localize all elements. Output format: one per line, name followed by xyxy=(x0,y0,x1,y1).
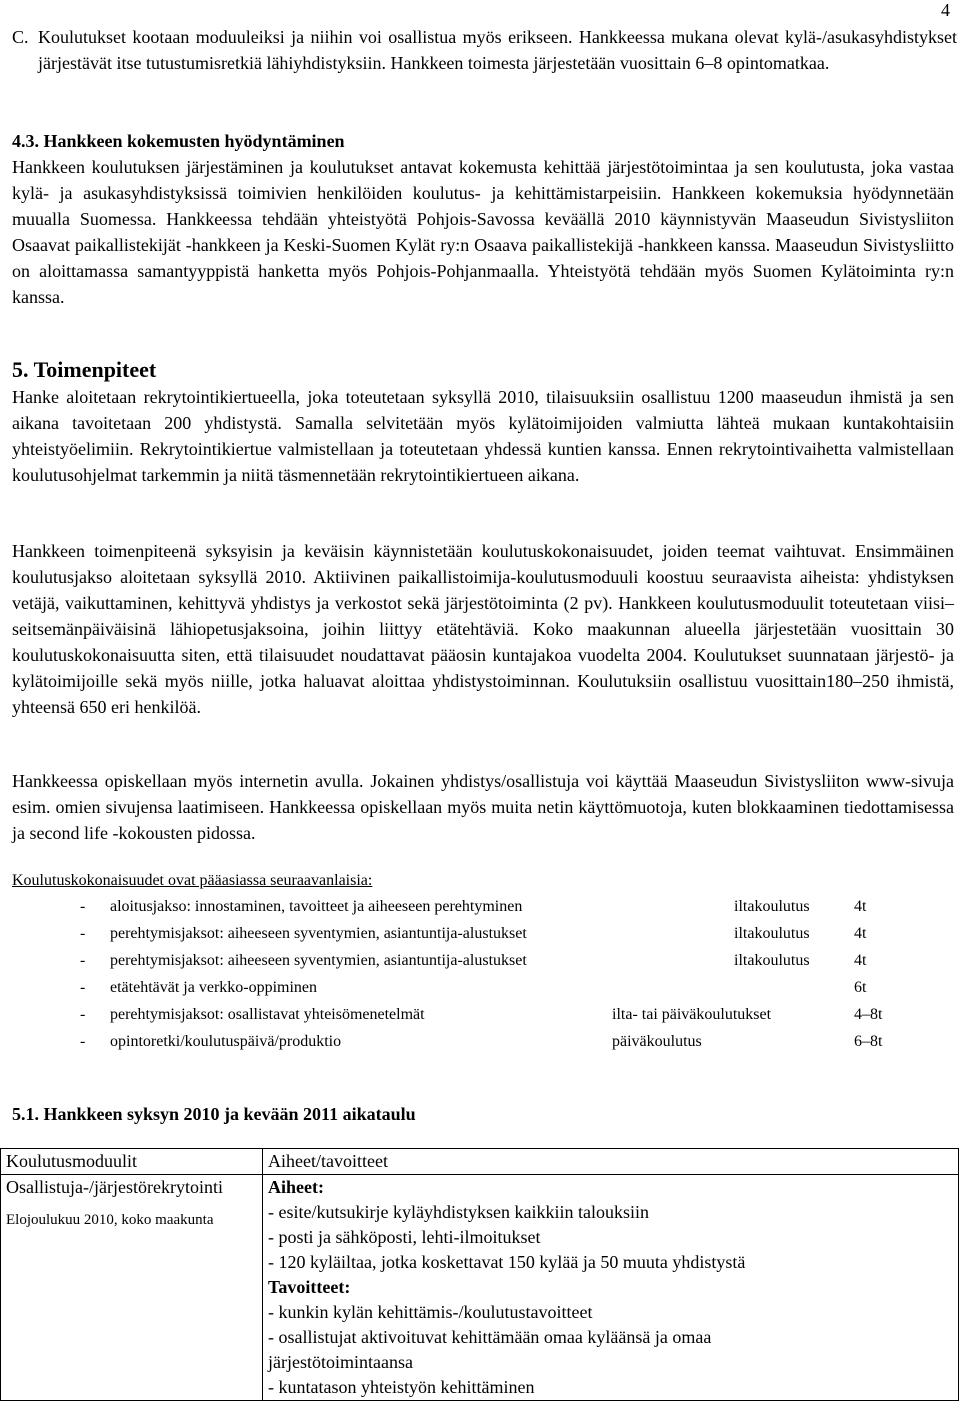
section-c xyxy=(12,24,957,76)
list-item-type: iltakoulutus xyxy=(734,925,810,942)
table-header-modules: Koulutusmoduulit xyxy=(1,1149,263,1175)
section-5-paragraph-1: Hanke aloitetaan rekrytointikiertueella, joka toteutetaan syksyllä 2010, tilaisuuksiin osallistuu 1200 maaseudun ihmistä ja sen aikana tavoitetaan 200 yhdistystä. Samalla selvitetään myös kylätoimijoiden valmiutta lähteä mukaan kuntakohtaisiin yhteistyöelimiin. Rekrytointikiertue valmistellaan ja toteutetaan yhdessä kuntien kanssa. Ennen rekrytointivaihetta valmistellaan koulutusohjelmat tarkemmin ja niitä täsmennetään rekrytointikiertueen aikana. xyxy=(12,387,954,485)
tavoitteet-item: - osallistujat aktivoituvat kehittämään omaa kyläänsä ja omaa järjestötoimintaansa xyxy=(268,1327,712,1372)
list-dash: - xyxy=(80,925,86,942)
list-dash: - xyxy=(80,898,86,915)
list-item-text: aloitusjakso: innostaminen, tavoitteet ja aiheeseen perehtyminen xyxy=(110,898,523,915)
section-c-text: Koulutukset kootaan moduuleiksi ja niihin voi osallistua myös erikseen. Hankkeessa mukana olevat kylä-/asukasyhdistykset järjestävät itse tutustumisretkiä lähiyhdistyksiin. Hankkeen toimesta järjestetään vuosittain 6–8 opintomatkaa. xyxy=(38,27,957,73)
list-dash: - xyxy=(80,1033,86,1050)
module-cell xyxy=(1,1175,263,1401)
table-header-row xyxy=(1,1149,959,1175)
aiheet-item: - esite/kutsukirje kyläyhdistyksen kaikkiin talouksiin xyxy=(268,1202,649,1222)
list-dash: - xyxy=(80,979,86,996)
list-item-duration: 6–8t xyxy=(854,1033,883,1050)
tavoitteet-label: Tavoitteet: xyxy=(268,1277,351,1297)
table-header-topics: Aiheet/tavoitteet xyxy=(263,1149,959,1175)
list-item-duration: 4–8t xyxy=(854,1006,883,1023)
list-item-text: opintoretki/koulutuspäivä/produktio xyxy=(110,1033,342,1050)
section-5-paragraph-3: Hankkeessa opiskellaan myös internetin avulla. Jokainen yhdistys/osallistuja voi käyttää Maaseudun Sivistysliiton www-sivuja esim. omien sivujensa laatimiseen. Hankkeessa opiskellaan myös muita netin käyttömuotoja, kuten blokkaaminen tiedottamisessa ja second life -kokousten pidossa. xyxy=(12,771,954,843)
list-item-duration: 4t xyxy=(854,898,867,915)
list-item-type: iltakoulutus xyxy=(734,952,810,969)
list-item-duration: 6t xyxy=(854,979,867,996)
module-time: Elojoulukuu 2010, koko maakunta xyxy=(6,1212,214,1228)
list-item-text: perehtymisjaksot: osallistavat yhteisömenetelmät xyxy=(110,1006,425,1023)
section-4-3-heading: 4.3. Hankkeen kokemusten hyödyntäminen xyxy=(12,131,345,151)
section-c-label: C. xyxy=(12,27,29,47)
list-intro: Koulutuskokonaisuudet ovat pääasiassa seuraavanlaisia: xyxy=(12,872,373,889)
list-dash: - xyxy=(80,1006,86,1023)
topics-cell xyxy=(263,1175,959,1401)
list-item-text: perehtymisjaksot: aiheeseen syventymien, asiantuntija-alustukset xyxy=(110,925,527,942)
schedule-table xyxy=(0,1148,959,1401)
aiheet-label: Aiheet: xyxy=(268,1177,324,1197)
list-item-duration: 4t xyxy=(854,952,867,969)
section-5-heading: 5. Toimenpiteet xyxy=(12,357,157,382)
tavoitteet-item: - kuntatason yhteistyön kehittäminen xyxy=(268,1377,535,1397)
list-item-text: etätehtävät ja verkko-oppiminen xyxy=(110,979,318,996)
list-dash: - xyxy=(80,952,86,969)
list-item-type: iltakoulutus xyxy=(734,898,810,915)
list-item-text: perehtymisjaksot: aiheeseen syventymien, asiantuntija-alustukset xyxy=(110,952,527,969)
list-item-duration: 4t xyxy=(854,925,867,942)
section-5-1-heading: 5.1. Hankkeen syksyn 2010 ja kevään 2011 aikataulu xyxy=(12,1104,416,1124)
table-row xyxy=(1,1175,959,1401)
list-item-type: päiväkoulutus xyxy=(612,1033,702,1050)
section-4-3-paragraph: Hankkeen koulutuksen järjestäminen ja koulutukset antavat kokemusta kehittää järjestötoimintaa ja sen koulutusta, joka vastaa kylä- ja asukasyhdistyksissä toimivien henkilöiden koulutus- ja kehittämistarpeisiin. Hankkeen kokemuksia hyödynnetään muualla Suomessa. Hankkeessa tehdään yhteistyötä Pohjois-Savossa keväällä 2010 käynnistyvän Maaseudun Sivistysliiton Osaavat paikallistekijät -hankkeen ja Keski-Suomen Kylät ry:n Osaava paikallistekijä -hankkeen kanssa. Maaseudun Sivistysliitto on aloittamassa samantyyppistä hanketta myös Pohjois-Pohjanmaalla. Yhteistyötä tehdään myös Suomen Kylätoiminta ry:n kanssa. xyxy=(12,157,954,307)
tavoitteet-item: - kunkin kylän kehittämis-/koulutustavoitteet xyxy=(268,1302,593,1322)
list-item-type: ilta- tai päiväkoulutukset xyxy=(612,1006,772,1023)
aiheet-item: - 120 kyläiltaa, jotka koskettavat 150 kylää ja 50 muuta yhdistystä xyxy=(268,1252,746,1272)
module-name: Osallistuja-/järjestörekrytointi xyxy=(6,1177,223,1197)
page-number: 4 xyxy=(941,0,950,20)
aiheet-item: - posti ja sähköposti, lehti-ilmoitukset xyxy=(268,1227,541,1247)
section-5-paragraph-2: Hankkeen toimenpiteenä syksyisin ja keväisin käynnistetään koulutuskokonaisuudet, joiden teemat vaihtuvat. Ensimmäinen koulutusjakso aloitetaan syksyllä 2010. Aktiivinen paikallistoimija-koulutusmoduuli koostuu seuraavista aiheista: yhdistyksen vetäjä, vaikuttaminen, kehittyvä yhdistys ja verkostot sekä järjestötoiminta (2 pv). Hankkeen koulutusmoduulit toteutetaan viisi–seitsemänpäiväisinä lähiopetusjaksoina, joihin liittyy etätehtäviä. Koko maakunnan alueella järjestetään vuosittain 30 koulutuskokonaisuutta siten, että tilaisuudet noudattavat pääosin kuntajakoa vuodelta 2004. Koulutukset suunnataan järjestö- ja kylätoimijoille sekä myös niille, jotka haluavat aloittaa yhdistystoiminnan. Koulutuksiin osallistuu vuosittain180–250 ihmistä, yhteensä 650 eri henkilöä. xyxy=(12,541,954,717)
